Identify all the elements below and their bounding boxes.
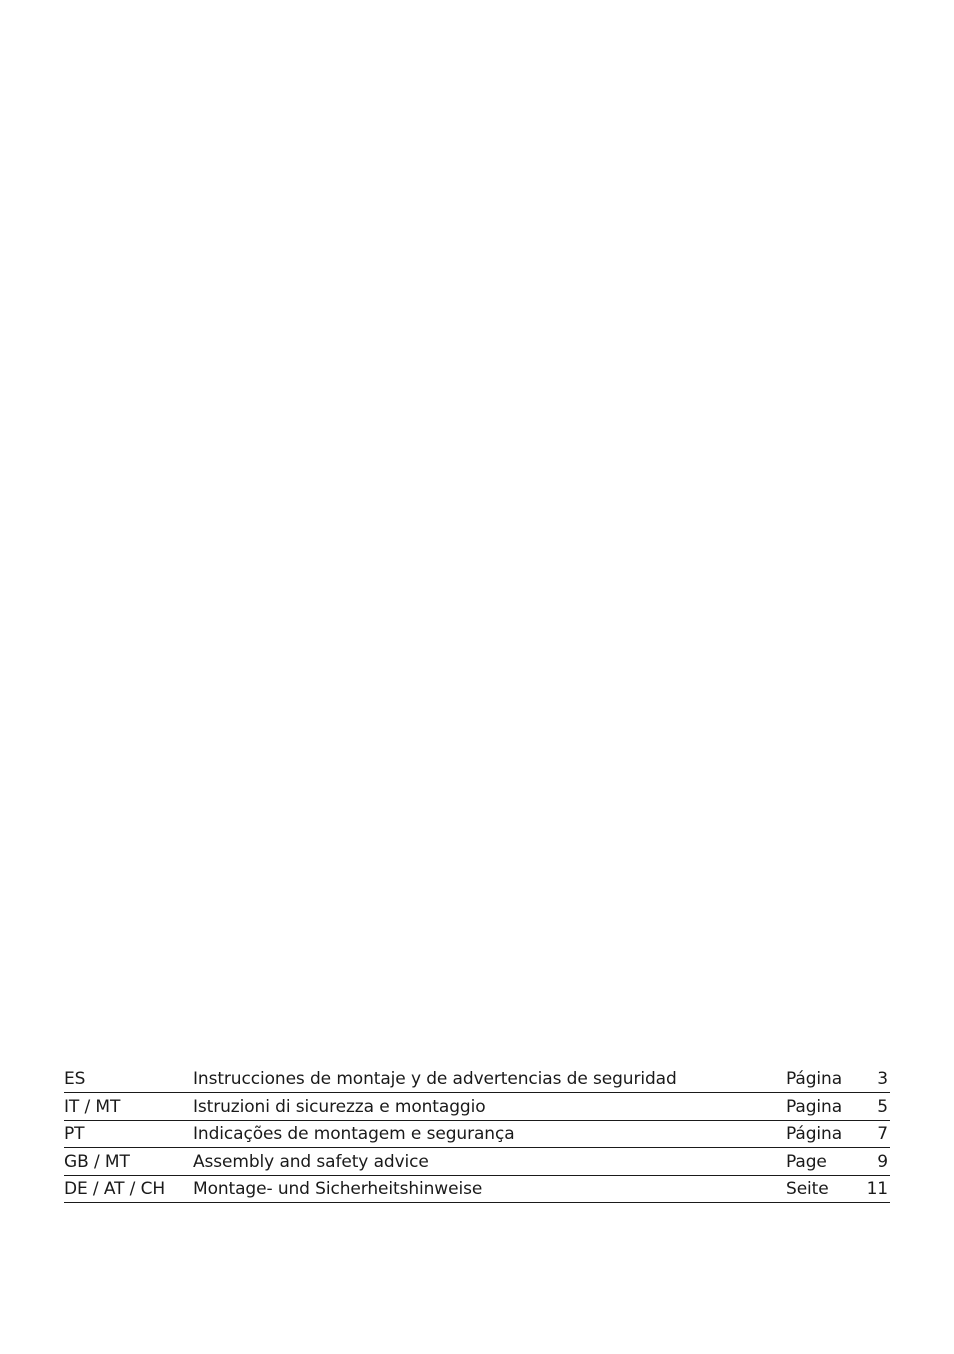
toc-row-es[interactable] <box>64 1066 890 1093</box>
toc-language-code: GB / MT <box>64 1151 130 1172</box>
toc-section-title: Instrucciones de montaje y de advertencias de seguridad <box>193 1069 677 1089</box>
toc-page-label: Página <box>786 1069 843 1089</box>
toc-language-code: PT <box>64 1124 85 1144</box>
language-table-of-contents <box>64 1066 890 1204</box>
toc-section-title: Assembly and safety advice <box>193 1151 429 1172</box>
toc-row-it-mt[interactable] <box>64 1094 890 1121</box>
toc-section-title: Indicações de montagem e segurança <box>193 1124 515 1144</box>
toc-language-code: DE / AT / CH <box>64 1179 166 1199</box>
toc-page-number: 5 <box>877 1096 888 1117</box>
toc-section-title: Montage- und Sicherheitshinweise <box>193 1179 483 1199</box>
toc-page-label: Seite <box>786 1179 829 1199</box>
toc-page-label: Page <box>786 1151 827 1172</box>
toc-language-code: ES <box>64 1069 86 1089</box>
toc-row-gb-mt[interactable] <box>64 1149 890 1176</box>
toc-row-de-at-ch[interactable] <box>64 1176 890 1203</box>
toc-page-number: 9 <box>877 1151 888 1172</box>
toc-row-pt[interactable] <box>64 1121 890 1148</box>
toc-page-label: Pagina <box>786 1096 843 1117</box>
toc-section-title: Istruzioni di sicurezza e montaggio <box>193 1096 486 1117</box>
toc-page-number: 11 <box>866 1179 888 1199</box>
toc-page-number: 3 <box>877 1069 888 1089</box>
toc-page-number: 7 <box>877 1124 888 1144</box>
toc-language-code: IT / MT <box>64 1096 121 1117</box>
toc-page-label: Página <box>786 1124 843 1144</box>
